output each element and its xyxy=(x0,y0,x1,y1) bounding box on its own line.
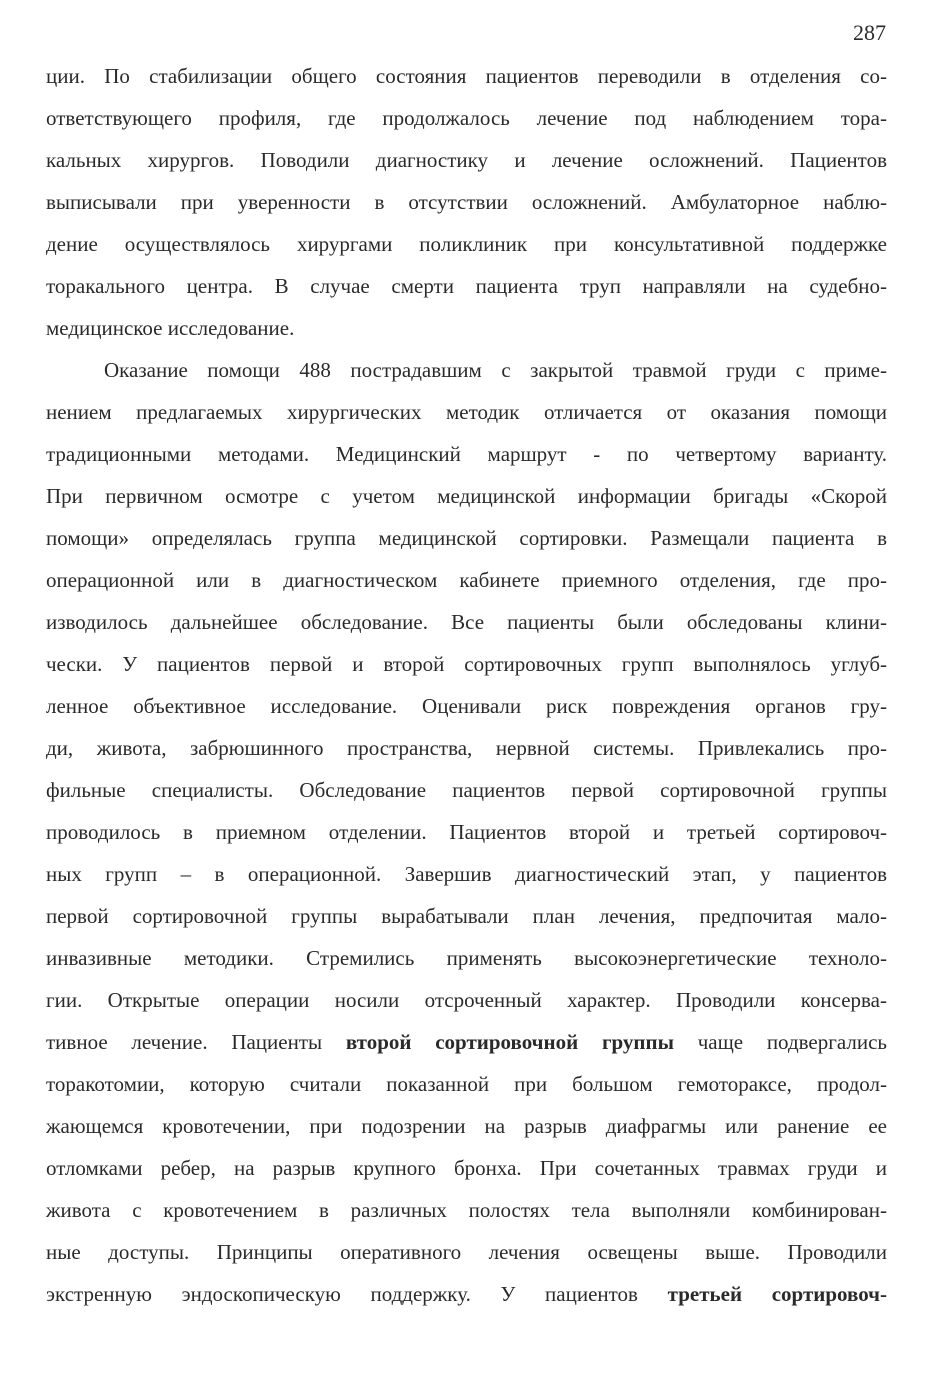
text-line-with-bold xyxy=(46,1021,887,1063)
text-line: Оказание помощи 488 пострадавшим с закрытой травмой груди с приме- xyxy=(104,358,887,382)
text-line: При первичном осмотре с учетом медицинской информации бригады «Скорой xyxy=(46,484,887,508)
bold-term-second-group: второй сортировочной группы xyxy=(345,1030,674,1054)
text-run: чаще подвергались xyxy=(673,1030,887,1054)
text-line: изводилось дальнейшее обследование. Все пациенты были обследованы клини- xyxy=(46,610,887,634)
text-line: первой сортировочной группы вырабатывали план лечения, предпочитая мало- xyxy=(46,904,887,928)
text-line: ди, живота, забрюшинного пространства, нервной системы. Привлекались про- xyxy=(46,736,887,760)
text-line: ленное объективное исследование. Оценивали риск повреждения органов гру- xyxy=(46,694,887,718)
text-line-with-bold xyxy=(46,1273,887,1315)
text-line: традиционными методами. Медицинский маршрут - по четвертому варианту. xyxy=(46,442,887,466)
text-line: помощи» определялась группа медицинской сортировки. Размещали пациента в xyxy=(46,526,887,550)
text-line: инвазивные методики. Стремились применять высокоэнергетические техноло- xyxy=(46,946,887,970)
text-line: фильные специалисты. Обследование пациентов первой сортировочной группы xyxy=(46,778,887,802)
text-line: чески. У пациентов первой и второй сортировочных групп выполнялось углуб- xyxy=(46,652,887,676)
text-line: торакального центра. В случае смерти пациента труп направляли на судебно- xyxy=(46,274,887,298)
text-line: операционной или в диагностическом кабинете приемного отделения, где про- xyxy=(46,568,887,592)
text-line: ные доступы. Принципы оперативного лечения освещены выше. Проводили xyxy=(46,1240,887,1264)
text-line: нением предлагаемых хирургических методик отличается от оказания помощи xyxy=(46,400,887,424)
paragraph-2 xyxy=(46,349,887,1315)
text-line: торакотомии, которую считали показанной при большом гемотораксе, продол- xyxy=(46,1072,887,1096)
text-line: гии. Открытые операции носили отсроченный характер. Проводили консерва- xyxy=(46,988,887,1012)
text-line: дение осуществлялось хирургами поликлиник при консультативной поддержке xyxy=(46,232,887,256)
paragraph-1 xyxy=(46,55,887,349)
text-line: медицинское исследование. xyxy=(46,316,295,340)
page-body xyxy=(46,55,887,1315)
text-run: экстренную эндоскопическую поддержку. У пациентов xyxy=(46,1282,668,1306)
text-line: отломками ребер, на разрыв крупного бронха. При сочетанных травмах груди и xyxy=(46,1156,887,1180)
text-line: ответствующего профиля, где продолжалось лечение под наблюдением тора- xyxy=(46,106,887,130)
text-line: жающемся кровотечении, при подозрении на разрыв диафрагмы или ранение ее xyxy=(46,1114,887,1138)
text-line: ции. По стабилизации общего состояния пациентов переводили в отделения со- xyxy=(46,64,887,88)
text-line: кальных хирургов. Поводили диагностику и лечение осложнений. Пациентов xyxy=(46,148,887,172)
text-line: ных групп – в операционной. Завершив диагностический этап, у пациентов xyxy=(46,862,887,886)
page-number: 287 xyxy=(853,20,886,45)
text-line: живота с кровотечением в различных полостях тела выполняли комбинирован- xyxy=(46,1198,887,1222)
text-run: тивное лечение. Пациенты xyxy=(46,1030,346,1054)
bold-term-third-group: третьей сортировоч- xyxy=(667,1282,888,1306)
text-line: выписывали при уверенности в отсутствии осложнений. Амбулаторное наблю- xyxy=(46,190,887,214)
text-line: проводилось в приемном отделении. Пациентов второй и третьей сортировоч- xyxy=(46,820,887,844)
